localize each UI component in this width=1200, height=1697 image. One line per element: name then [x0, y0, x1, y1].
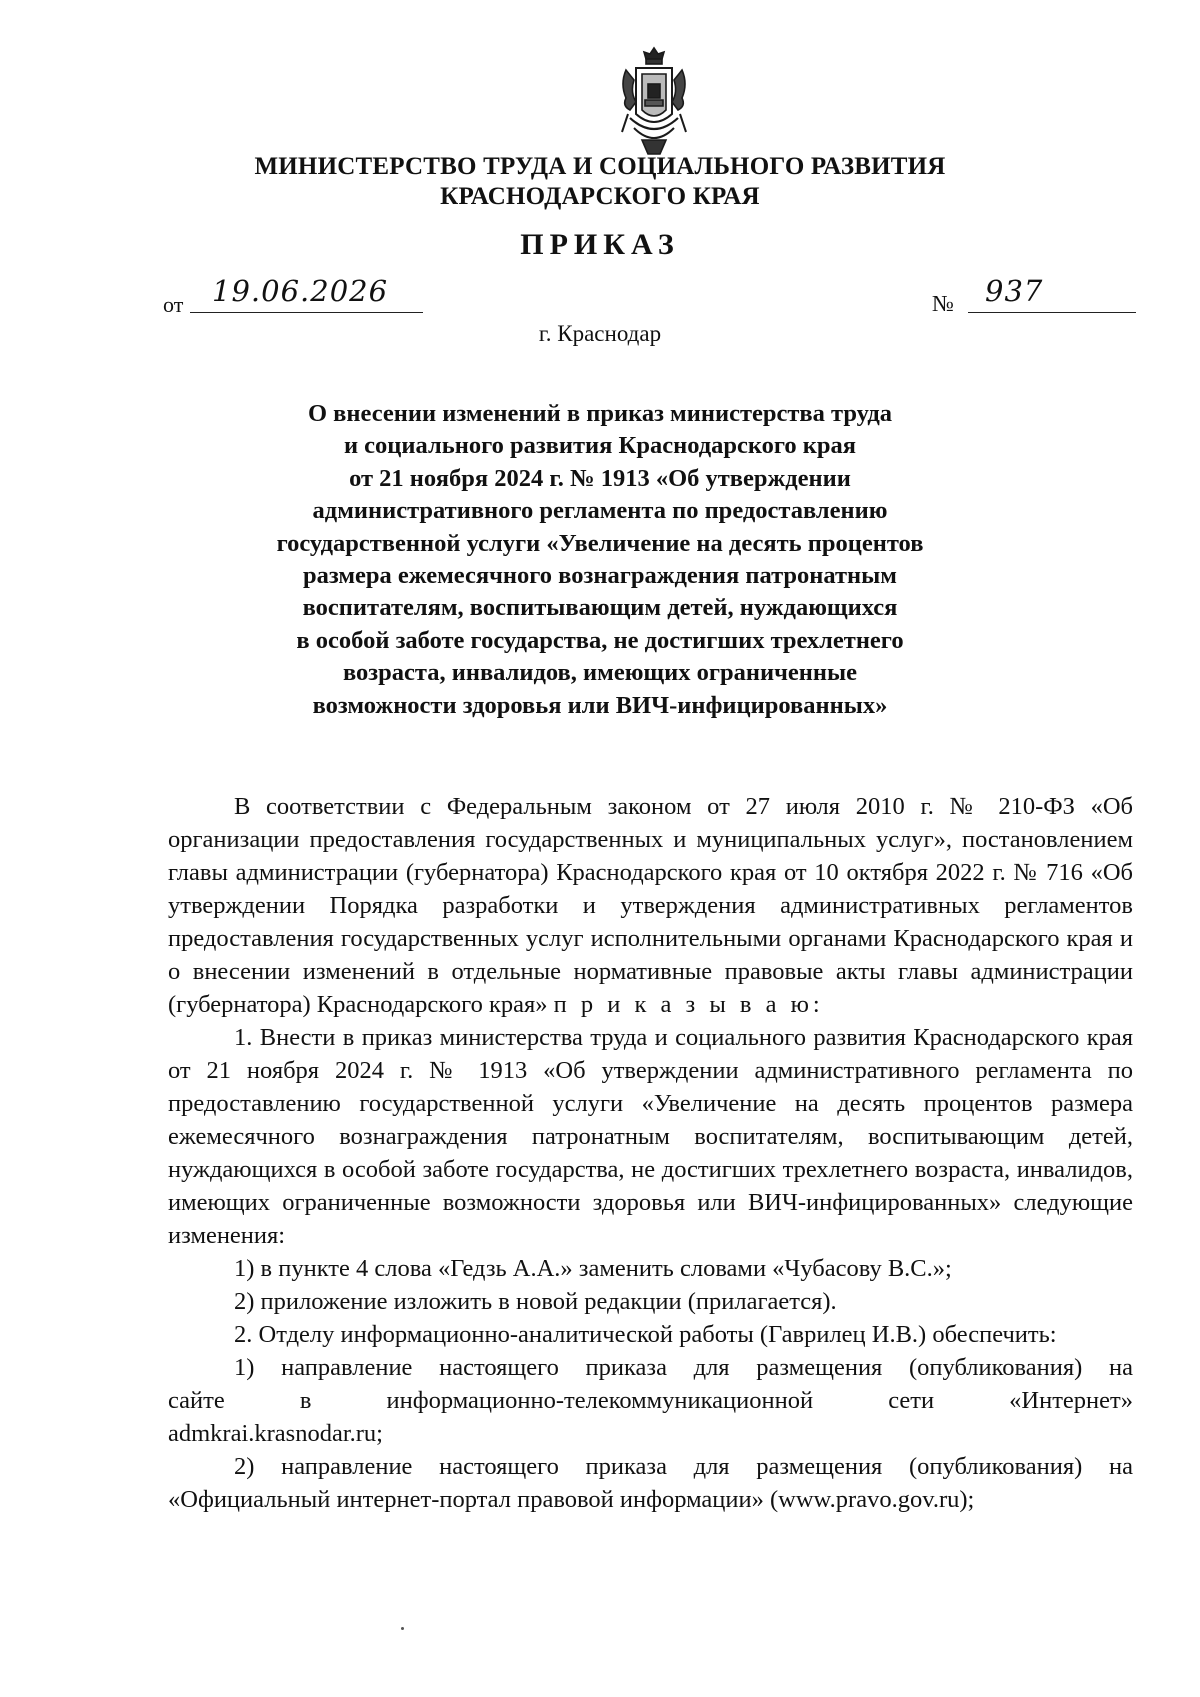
title-line: возраста, инвалидов, имеющих ограниченные — [342, 659, 858, 687]
page-mark — [401, 1627, 404, 1630]
item-2-paragraph: 2. Отделу информационно-аналитической работы (Гаврилец И.В.) обеспечить: — [234, 1321, 1057, 1348]
item-2-1-line-2: сайте в информационно-телекоммуникационной сети «Интернет» — [168, 1387, 1133, 1414]
number-underline — [968, 312, 1136, 313]
city-line: г. Краснодар — [538, 321, 662, 346]
title-line: административного регламента по предоставлению — [312, 497, 888, 525]
order-word: п р и к а з ы в а ю: — [553, 991, 824, 1018]
number-prefix: № — [932, 291, 954, 316]
item-2-2-paragraph: 2) направление настоящего приказа для размещения (опубликования) на «Официальный интернет-портал правовой информации» (www.pravo.gov.ru); — [168, 1453, 1133, 1513]
title-line: возможности здоровья или ВИЧ-инфицированных» — [312, 691, 888, 719]
item-1-paragraph: 1. Внести в приказ министерства труда и социального развития Краснодарского края от 21 ноября 2024 г. № 1913 «Об утверждении административного регламента по предоставлению государственной услуги «Увеличение на десять процентов размера ежемесячного вознаграждения патронатным воспитателям, воспитывающим детей, нуждающихся в особой заботе государства, не достигших трехлетнего возраста, инвалидов, имеющих ограниченные возможности здоровья или ВИЧ-инфицированных» следующие изменения: — [168, 1024, 1133, 1249]
item-2-1-line-1: 1) направление настоящего приказа для размещения (опубликования) на — [234, 1354, 1133, 1381]
ministry-line-2: КРАСНОДАРСКОГО КРАЯ — [440, 183, 760, 210]
title-line: и социального развития Краснодарского края — [343, 432, 857, 460]
item-1-2-paragraph: 2) приложение изложить в новой редакции (прилагается). — [234, 1288, 837, 1315]
preamble-text: В соответствии с Федеральным законом от 27 июля 2010 г. № 210-ФЗ «Об организации предоставления государственных и муниципальных услуг», постановлением главы администрации (губернатора) Краснодарского края от 10 октября 2022 г. № 716 «Об утверждении Порядка разработки и утверждения административных регламентов предоставления государственных услуг исполнительными органами Краснодарского края и о внесении изменений в отдельные нормативные правовые акты главы администрации (губернатора) Краснодарского края» — [168, 793, 1133, 1018]
ministry-line-1: МИНИСТЕРСТВО ТРУДА И СОЦИАЛЬНОГО РАЗВИТИЯ — [254, 153, 946, 180]
preamble-paragraph — [168, 790, 1133, 1021]
document-body — [168, 790, 1133, 1516]
title-line: воспитателям, воспитывающим детей, нуждающихся — [302, 594, 898, 622]
ministry-name — [0, 152, 1200, 212]
title-line: от 21 ноября 2024 г. № 1913 «Об утверждении — [349, 464, 851, 492]
title-line: в особой заботе государства, не достигших трехлетнего — [296, 626, 904, 654]
item-1-1-paragraph: 1) в пункте 4 слова «Гедзь А.А.» заменить словами «Чубасову В.С.»; — [234, 1255, 952, 1282]
document-title — [0, 398, 1200, 722]
item-2-1-line-3: admkrai.krasnodar.ru; — [168, 1420, 383, 1447]
date-underline — [190, 312, 423, 313]
coat-of-arms-icon — [612, 44, 696, 162]
handwritten-date: 19.06.2026 — [212, 274, 389, 308]
handwritten-number: 937 — [985, 274, 1044, 308]
title-line: государственной услуги «Увеличение на десять процентов — [276, 529, 924, 557]
date-prefix: от — [163, 292, 184, 317]
document-type-heading: ПРИКАЗ — [520, 228, 680, 261]
title-line: размера ежемесячного вознаграждения патронатным — [302, 562, 897, 590]
title-line: О внесении изменений в приказ министерства труда — [308, 400, 892, 427]
